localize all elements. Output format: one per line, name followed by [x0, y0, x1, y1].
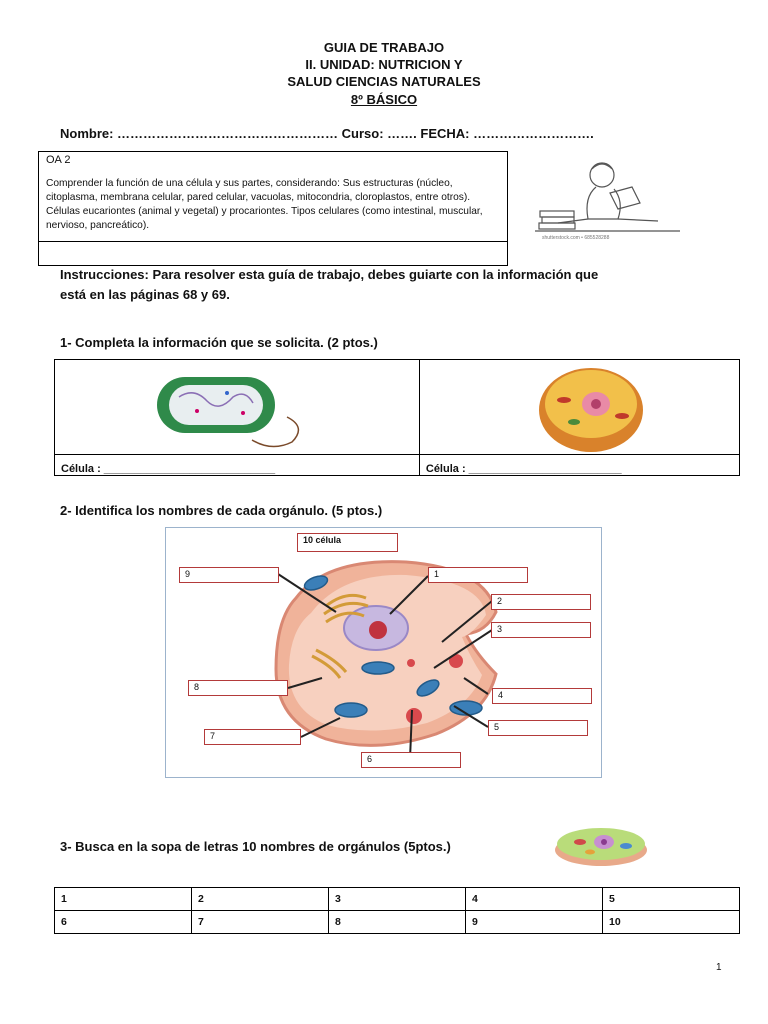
organelle-label-10[interactable]: 10 célula [297, 533, 398, 552]
bacterium-image-cell [55, 360, 420, 455]
organelle-label-8[interactable]: 8 [188, 680, 288, 696]
objective-label: OA 2 [46, 154, 71, 166]
question-3-table [54, 887, 740, 934]
instructions-line-2: está en las páginas 68 y 69. [60, 287, 230, 302]
question-1-title: 1- Completa la información que se solicita. (2 ptos.) [60, 335, 378, 350]
organelle-label-9[interactable]: 9 [179, 567, 279, 583]
prokaryotic-cell-image [147, 369, 317, 454]
word-cell-7[interactable]: 7 [192, 911, 329, 934]
organelle-label-7[interactable]: 7 [204, 729, 301, 745]
cell-name-right[interactable]: Célula : _________________________ [419, 455, 739, 476]
organelle-label-3[interactable]: 3 [491, 622, 591, 638]
word-cell-9[interactable]: 9 [466, 911, 603, 934]
objective-divider [38, 241, 508, 242]
organelle-label-6[interactable]: 6 [361, 752, 461, 768]
word-cell-8[interactable]: 8 [329, 911, 466, 934]
question-3-title: 3- Busca en la sopa de letras 10 nombres de orgánulos (5ptos.) [60, 839, 451, 854]
small-cell-image [552, 820, 650, 868]
word-cell-10[interactable]: 10 [603, 911, 740, 934]
organelle-label-2[interactable]: 2 [491, 594, 591, 610]
word-cell-2[interactable]: 2 [192, 888, 329, 911]
question-1-table [54, 359, 740, 476]
title-grade: 8º BÁSICO [350, 92, 418, 107]
animal-cell-image-cell [419, 360, 739, 455]
watermark-text: shutterstock.com • 685528288 [542, 235, 610, 241]
eukaryotic-cell-image [534, 364, 649, 454]
cell-name-left[interactable]: Célula : ____________________________ [55, 455, 420, 476]
organelle-label-5[interactable]: 5 [488, 720, 588, 736]
word-cell-1[interactable]: 1 [55, 888, 192, 911]
word-cell-5[interactable]: 5 [603, 888, 740, 911]
word-cell-3[interactable]: 3 [329, 888, 466, 911]
organelle-label-1[interactable]: 1 [428, 567, 528, 583]
objective-text: Comprender la función de una célula y sus partes, considerando: Sus estructuras (núcleo, citoplasma, membrana celular, pared celular, vacuolas, mitocondria, cloroplastos, entre otros). Células eucariontes (animal y vegetal) y procariontes. Tipos celulares (como intestinal, muscular, nervioso, pancreático). [46, 178, 483, 231]
word-cell-6[interactable]: 6 [55, 911, 192, 934]
reading-child-illustration [530, 155, 685, 245]
question-2-title: 2- Identifica los nombres de cada orgánulo. (5 ptos.) [60, 503, 383, 518]
page-number: 1 [716, 962, 722, 973]
organelle-label-4[interactable]: 4 [492, 688, 592, 704]
word-cell-4[interactable]: 4 [466, 888, 603, 911]
title-line-1: GUIA DE TRABAJO [323, 40, 445, 55]
instructions-line-1: Instrucciones: Para resolver esta guía de trabajo, debes guiarte con la información que [60, 267, 599, 282]
title-line-3: SALUD CIENCIAS NATURALES [287, 74, 481, 89]
student-info-line: Nombre: …………………………………………… Curso: ……. FECHA: ………………………. [60, 126, 594, 141]
organelle-diagram [165, 527, 602, 778]
title-line-2: II. UNIDAD: NUTRICION Y [305, 57, 463, 72]
